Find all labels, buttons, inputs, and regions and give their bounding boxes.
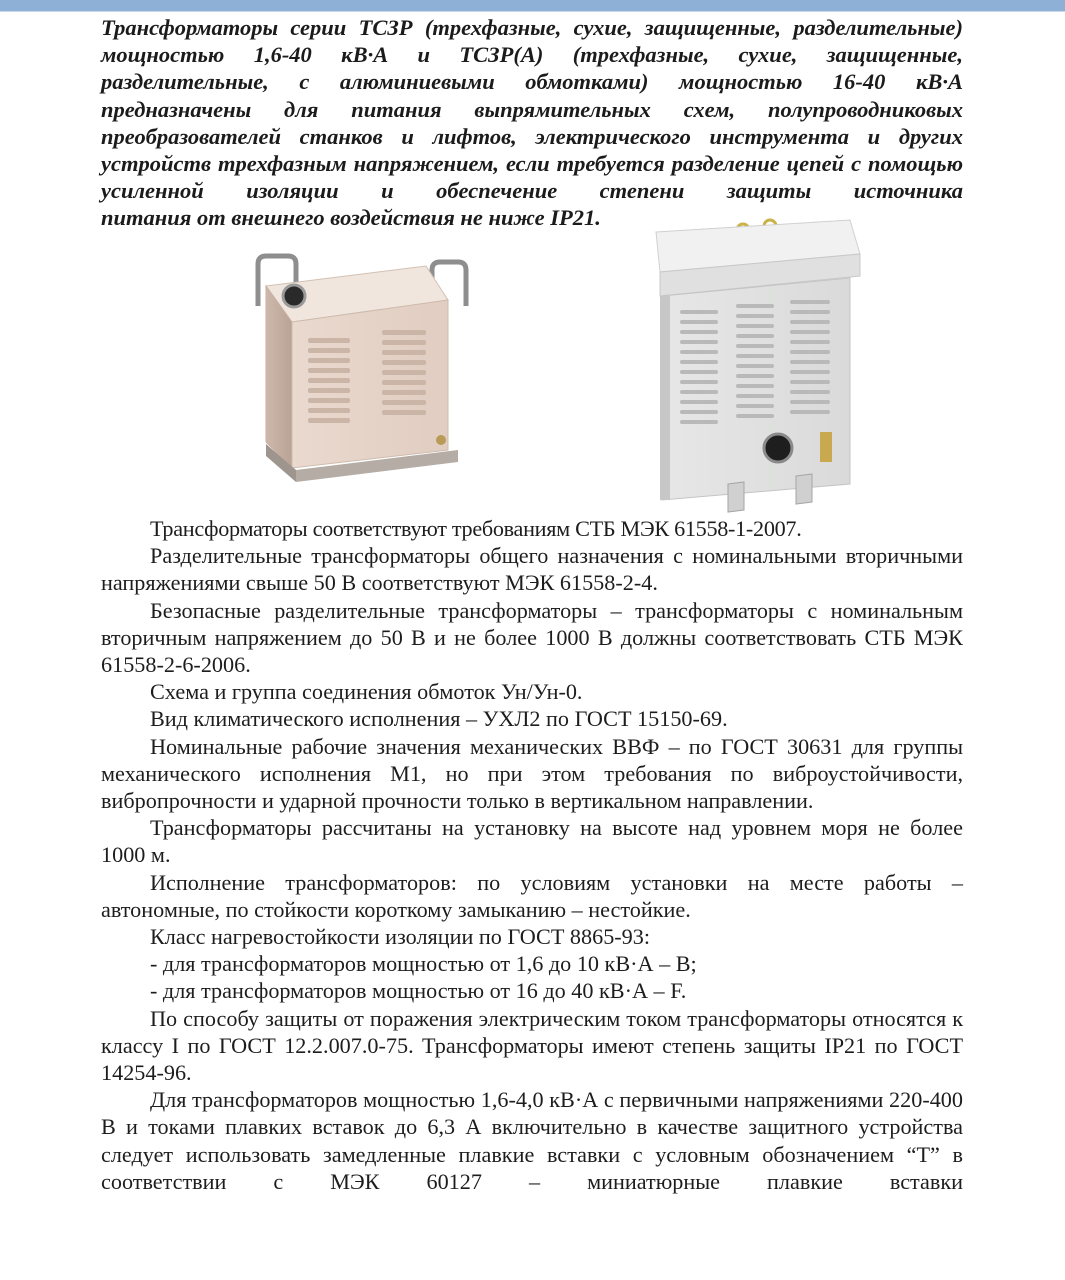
paragraph: Разделительные трансформаторы общего назначения с номинальными вторичными напряжениями свыше 50 В соответствуют МЭК 61558-2-4.	[101, 543, 963, 596]
transformer-photo-beige	[236, 244, 481, 504]
specifications-text	[101, 515, 963, 1195]
paragraph: Для трансформаторов мощностью 1,6-4,0 кВ·А с первичными напряжениями 220-400 В и токами плавких вставок до 6,3 А включительно в качестве защитного устройства следует использовать замедленные плавкие вставки с условным обозначением “Т” в соответствии с МЭК 60127 – миниатюрные плавкие вставки	[101, 1087, 963, 1194]
paragraph: Вид климатического исполнения – УХЛ2 по ГОСТ 15150-69.	[150, 706, 728, 732]
paragraph: Исполнение трансформаторов: по условиям установки на месте работы – автономные, по стойкости короткому замыканию – нестойкие.	[101, 869, 963, 922]
paragraph: Класс нагревостойкости изоляции по ГОСТ 8865-93:	[150, 924, 651, 950]
list-item: - для трансформаторов мощностью от 1,6 до 10 кВ·А – В;	[150, 951, 697, 977]
list-item: - для трансформаторов мощностью от 16 до 40 кВ·А – F.	[150, 978, 687, 1004]
paragraph: Трансформаторы соответствуют требованиям СТБ МЭК 61558-1-2007.	[150, 516, 802, 541]
paragraph: Номинальные рабочие значения механических ВВФ – по ГОСТ 30631 для группы механического исполнения М1, но при этом требования по виброустойчивости, вибропрочности и ударной прочности только в вертикальном направлении.	[101, 733, 963, 814]
page-header-rule	[0, 11, 1065, 12]
paragraph: Безопасные разделительные трансформаторы – трансформаторы с номинальным вторичным напряжением до 50 В и не более 1000 В должны соответствовать СТБ МЭК 61558-2-6-2006.	[101, 597, 963, 678]
paragraph: Трансформаторы рассчитаны на установку на высоте над уровнем моря не более 1000 м.	[101, 815, 963, 868]
transformer-photo-grey	[640, 214, 875, 514]
paragraph: По способу защиты от поражения электрическим током трансформаторы относятся к классу I по ГОСТ 12.2.007.0-75. Трансформаторы имеют степень защиты IP21 по ГОСТ 14254-96.	[101, 1005, 963, 1086]
page-header-stripe	[0, 0, 1065, 11]
intro-text: Трансформаторы серии ТСЗР (трехфазные, сухие, защищенные, разделительные) мощностью 1,6-40 кВ·А и ТСЗР(А) (трехфазные, сухие, защищенные, разделительные, с алюминиевыми обмотками) мощностью 16-40 кВ·А предназначены для питания выпрямительных схем, полупроводниковых преобразователей станков и лифтов, электрического инструмента и других устройств трехфазным напряжением, если требуется разделение цепей с помощью усиленной изоляции и обеспечение степени защиты источника	[101, 15, 963, 204]
paragraph: Схема и группа соединения обмоток Ун/Ун-0.	[150, 679, 583, 705]
intro-last-line: питания от внешнего воздействия не ниже IP21.	[101, 205, 601, 231]
intro-paragraph	[101, 14, 963, 232]
